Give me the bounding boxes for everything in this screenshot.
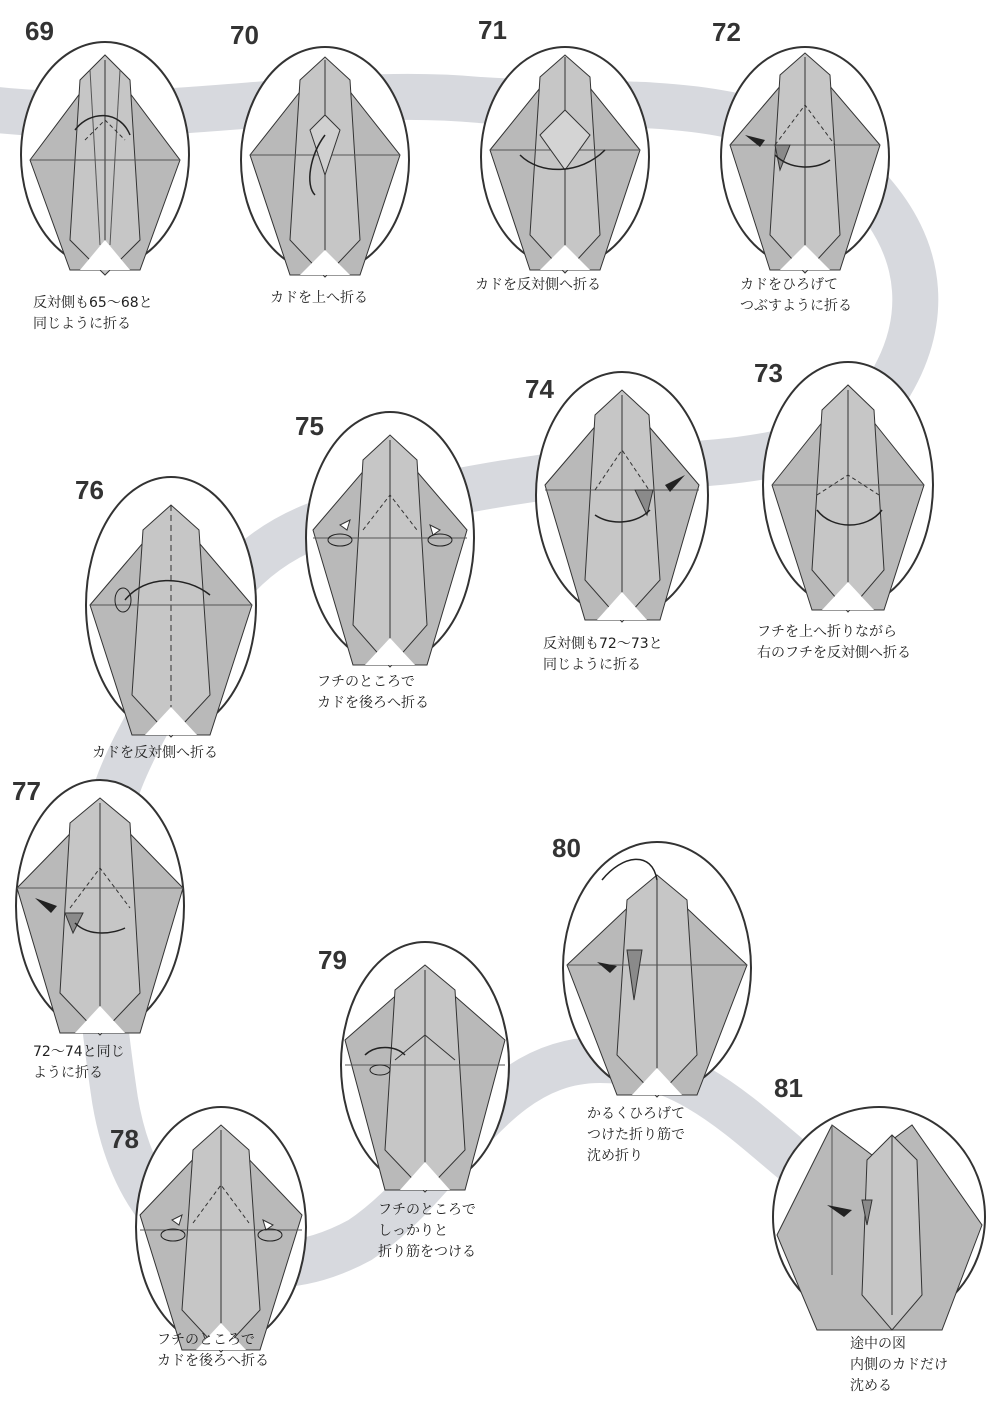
step-76-number: 76 [75, 475, 104, 505]
step-80-diagram [562, 840, 752, 1095]
step-77-diagram [15, 778, 185, 1033]
caption-line: 同じように折る [543, 657, 641, 673]
caption-line: 同じように折る [33, 316, 131, 332]
caption-line: カドをひろげて [740, 277, 838, 293]
caption-line: カドを後ろへ折る [157, 1353, 269, 1369]
caption-line: フチのところで [157, 1332, 255, 1348]
caption-line: カドを反対側へ折る [475, 277, 601, 293]
caption-line: 途中の図 [850, 1336, 906, 1352]
step-80-number: 80 [552, 833, 581, 863]
step-77-number: 77 [12, 776, 41, 806]
step-70 [230, 20, 410, 306]
step-73-diagram [762, 360, 934, 610]
step-80 [552, 833, 752, 1164]
caption-line: 内側のカドだけ [850, 1357, 948, 1373]
caption-line: 沈める [850, 1378, 892, 1394]
step-72-caption [740, 275, 852, 317]
caption-line: フチのところで [317, 674, 415, 690]
caption-line: フチを上へ折りながら [757, 624, 897, 640]
step-70-number: 70 [230, 20, 259, 50]
step-73-number: 73 [754, 358, 783, 388]
step-71-number: 71 [478, 15, 507, 45]
step-79-number: 79 [318, 945, 347, 975]
step-80-caption [587, 1104, 685, 1167]
caption-line: フチのところで [378, 1202, 476, 1218]
step-71-diagram [480, 45, 650, 270]
caption-line: 右のフチを反対側へ折る [757, 645, 911, 661]
step-72 [712, 17, 890, 314]
step-79-diagram [340, 940, 510, 1190]
step-81-caption [850, 1334, 948, 1397]
caption-line: 72〜74と同じ [33, 1044, 125, 1060]
step-78-caption [157, 1330, 269, 1372]
step-79 [318, 940, 510, 1260]
step-75-diagram [305, 410, 475, 665]
step-74-diagram [535, 370, 710, 620]
caption-line: しっかりと [378, 1223, 448, 1239]
step-70-diagram [240, 45, 410, 275]
caption-line: カドを後ろへ折る [317, 695, 429, 711]
step-72-number: 72 [712, 17, 741, 47]
step-76-caption [92, 743, 218, 764]
step-81-number: 81 [774, 1073, 803, 1103]
step-77 [12, 776, 185, 1081]
step-71 [475, 15, 650, 293]
caption-line: つぶすように折る [740, 298, 852, 314]
step-69-number: 69 [25, 16, 54, 46]
step-70-caption [270, 288, 368, 309]
caption-line: つけた折り筋で [587, 1127, 685, 1143]
step-74-number: 74 [525, 374, 554, 404]
caption-line: 反対側も65〜68と [33, 295, 153, 311]
step-78-number: 78 [110, 1124, 139, 1154]
caption-line: カドを上へ折る [270, 290, 368, 306]
step-71-caption [475, 275, 601, 296]
step-76 [75, 475, 257, 761]
step-81 [772, 1073, 987, 1394]
step-77-caption [33, 1042, 125, 1084]
caption-line: 反対側も72〜73と [543, 636, 663, 652]
step-69 [20, 16, 190, 332]
step-74 [525, 370, 710, 673]
step-78 [110, 1105, 307, 1369]
caption-line: 沈め折り [587, 1148, 643, 1164]
step-72-diagram [720, 45, 890, 270]
step-69-diagram [20, 40, 190, 270]
step-76-diagram [85, 475, 257, 735]
caption-line: カドを反対側へ折る [92, 745, 218, 761]
step-81-diagram [772, 1105, 987, 1330]
caption-line: かるくひろげて [587, 1106, 685, 1122]
step-73-caption [757, 622, 911, 664]
caption-line: ように折る [33, 1065, 103, 1081]
step-75-caption [317, 672, 429, 714]
step-75-number: 75 [295, 411, 324, 441]
step-69-caption [33, 293, 153, 335]
step-79-caption [378, 1200, 476, 1263]
caption-line: 折り筋をつける [378, 1244, 476, 1260]
step-73 [754, 358, 934, 661]
step-78-diagram [135, 1105, 307, 1350]
step-74-caption [543, 634, 663, 676]
step-75 [295, 410, 475, 711]
